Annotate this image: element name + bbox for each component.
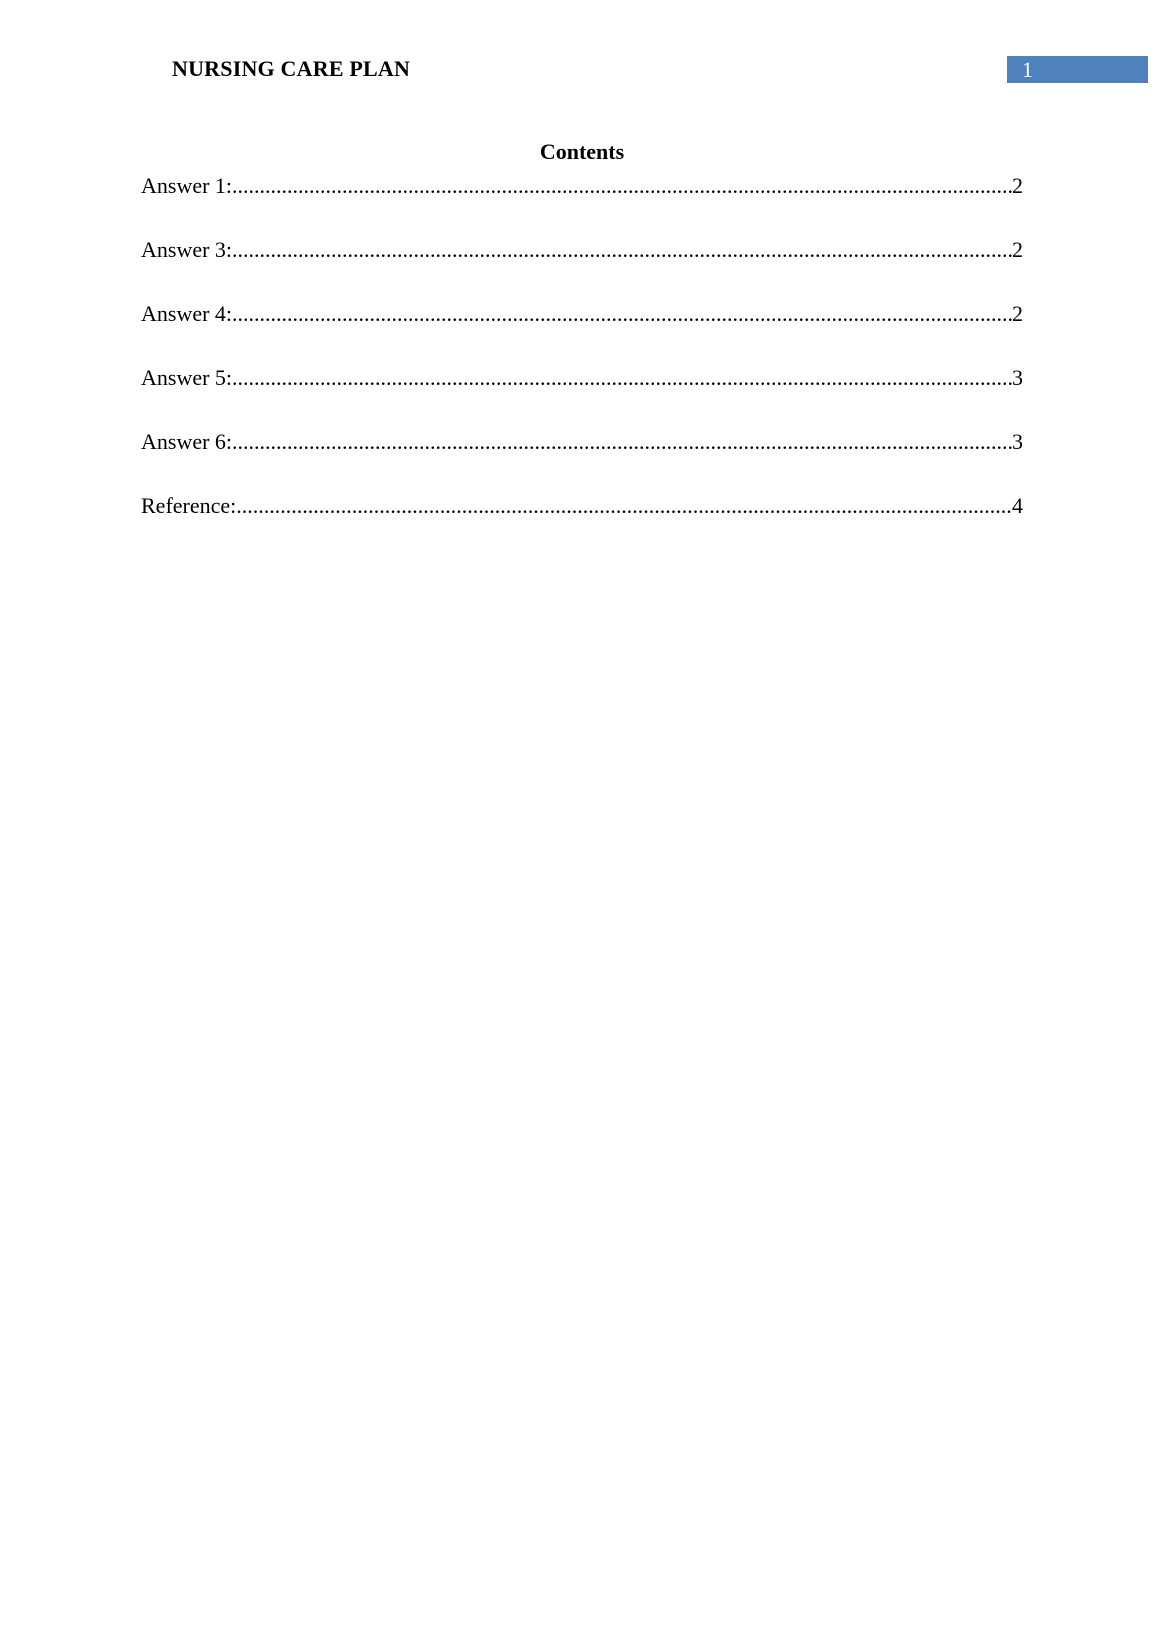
toc-entry-page: 3 [1012, 365, 1023, 390]
toc-entry-answer-3[interactable] [141, 234, 1023, 298]
toc-entry-label: Reference: [141, 493, 237, 518]
toc-heading: Contents [539, 139, 625, 164]
toc-entry-reference[interactable] [141, 490, 1023, 554]
page-number: 1 [1022, 57, 1033, 82]
toc-dot-leader [232, 362, 1012, 394]
toc-dot-leader [232, 298, 1012, 330]
toc-entry-label: Answer 6: [141, 429, 233, 454]
toc-dot-leader [232, 170, 1012, 202]
toc-entry-answer-4[interactable] [141, 298, 1023, 362]
toc-entry-label: Answer 5: [141, 365, 233, 390]
toc-entry-label: Answer 1: [141, 173, 233, 198]
toc-entry-page: 3 [1012, 429, 1023, 454]
toc-entry-answer-5[interactable] [141, 362, 1023, 426]
toc-entry-page: 2 [1012, 301, 1023, 326]
toc-dot-leader [232, 426, 1012, 458]
toc-entry-label: Answer 4: [141, 301, 233, 326]
running-header-title: NURSING CARE PLAN [172, 56, 411, 81]
toc-entry-page: 2 [1012, 173, 1023, 198]
toc-entry-answer-6[interactable] [141, 426, 1023, 490]
page-number-badge [1007, 56, 1148, 83]
toc-dot-leader [236, 490, 1012, 522]
toc-entry-page: 2 [1012, 237, 1023, 262]
toc-dot-leader [232, 234, 1012, 266]
toc-entry-answer-1[interactable] [141, 170, 1023, 234]
toc-entry-label: Answer 3: [141, 237, 233, 262]
table-of-contents [141, 170, 1023, 554]
toc-entry-page: 4 [1012, 493, 1023, 518]
